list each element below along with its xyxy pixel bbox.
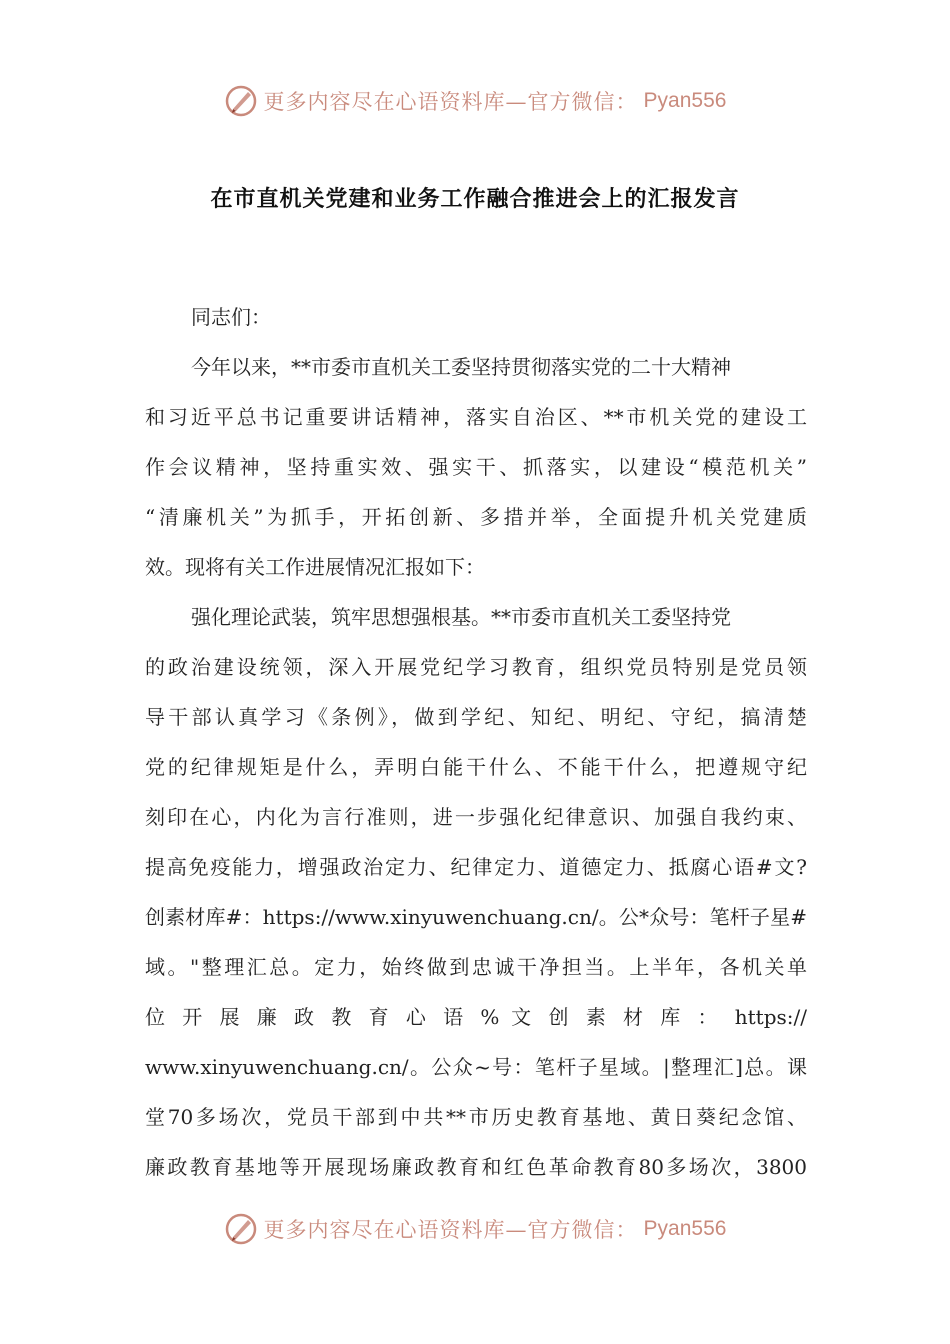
header-watermark-banner [0, 84, 950, 118]
paragraph-line: 党的纪律规矩是什么，弄明白能干什么、不能干什么，把遵规守纪 [145, 755, 807, 779]
paragraph-line: 作会议精神，坚持重实效、强实干、抓落实，以建设“模范机关” [145, 455, 807, 479]
paragraph-line: “清廉机关”为抓手，开拓创新、多措并举，全面提升机关党建质 [145, 505, 807, 529]
paragraph-line: 刻印在心，内化为言行准则，进一步强化纪律意识、加强自我约束、 [145, 805, 807, 829]
paragraph-line: 域。"整理汇总。定力，始终做到忠诚干净担当。上半年，各机关单 [145, 955, 807, 979]
paragraph-line: 堂70多场次，党员干部到中共**市历史教育基地、黄日葵纪念馆、 [145, 1105, 807, 1129]
document-title: 在市直机关党建和业务工作融合推进会上的汇报发言 [210, 187, 740, 212]
paragraph-line: 廉政教育基地等开展现场廉政教育和红色革命教育80多场次，3800 [145, 1155, 807, 1179]
paragraph-line: 的政治建设统领，深入开展党纪学习教育，组织党员特别是党员领 [145, 655, 807, 679]
paragraph-line: 创素材库#：https://www.xinyuwenchuang.cn/。公*众号：笔杆子星# [145, 905, 807, 929]
banner-text: 更多内容尽在心语资料库—官方微信： [263, 1218, 638, 1242]
paragraph-line: 位 开 展 廉 政 教 育 心 语 % 文 创 素 材 库 ： https:// [145, 1005, 807, 1029]
banner-wechat-handle: Pyan556 [643, 89, 727, 112]
paragraph-line: 导干部认真学习《条例》，做到学纪、知纪、明纪、守纪，搞清楚 [145, 705, 807, 729]
pen-logo-icon [224, 1212, 258, 1246]
paragraph-line: 效。现将有关工作进展情况汇报如下： [145, 555, 485, 579]
document-body [145, 292, 807, 1192]
paragraph-line: 和习近平总书记重要讲话精神，落实自治区、**市机关党的建设工 [145, 405, 807, 429]
paragraph-line: 提高免疫能力，增强政治定力、纪律定力、道德定力、抵腐心语#文? [145, 855, 807, 879]
banner-text: 更多内容尽在心语资料库—官方微信： [263, 90, 638, 114]
salutation-line: 同志们： [191, 305, 271, 329]
paragraph-line: 今年以来，**市委市直机关工委坚持贯彻落实党的二十大精神 [191, 355, 731, 379]
paragraph-line: www.xinyuwenchuang.cn/。公众~号：笔杆子星域。|整理汇]总。课 [145, 1055, 807, 1079]
banner-wechat-handle: Pyan556 [643, 1217, 727, 1240]
pen-logo-icon [224, 84, 258, 118]
paragraph-line: 强化理论武装，筑牢思想强根基。**市委市直机关工委坚持党 [191, 605, 731, 629]
footer-watermark-banner [0, 1212, 950, 1246]
